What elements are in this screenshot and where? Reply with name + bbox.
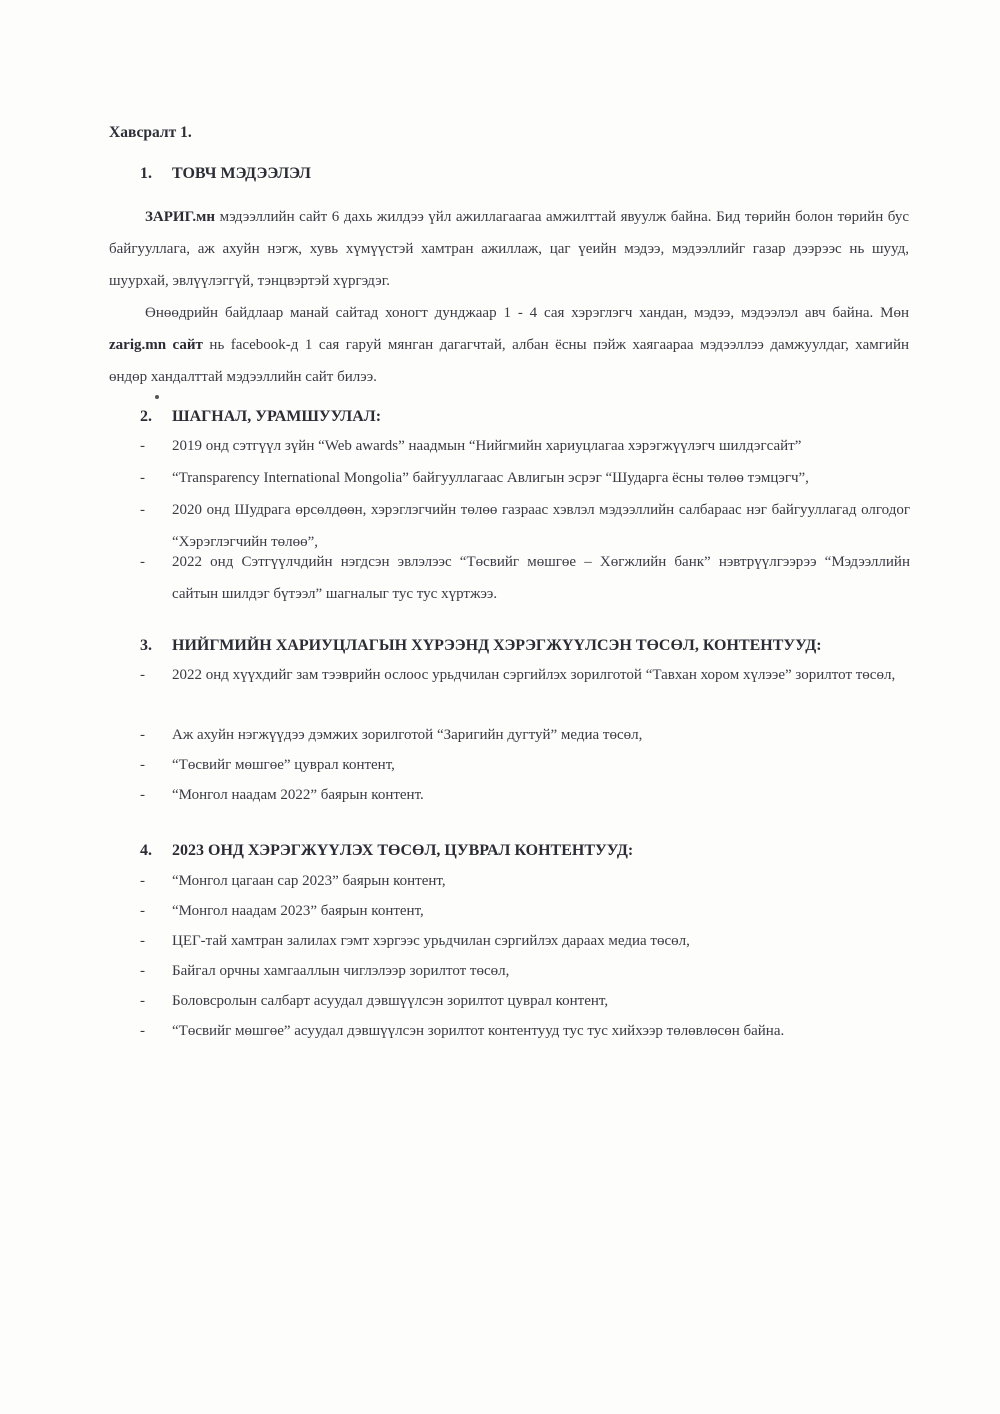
section-2-heading [140, 408, 381, 426]
list-item [140, 895, 910, 927]
list-item [140, 749, 910, 781]
list-item [140, 955, 910, 987]
section-3-heading [140, 637, 822, 655]
list-item [140, 779, 910, 811]
item-text: “Төсвийг мөшгөе” цуврал контент, [172, 757, 395, 773]
item-text: 2020 онд Шудрага өрсөлдөөн, хэрэглэгчийн төлөө газраас хэвлэл мэдээллийн салбараас нэг байгууллагад олгодог “Хэрэглэгчийн төлөө”, [172, 502, 910, 550]
item-text: Аж ахуйн нэгжүүдээ дэмжих зорилготой “Заригийн дугтуй” медиа төсөл, [172, 727, 643, 743]
section-1-heading [140, 165, 311, 183]
dash-bullet: - [140, 554, 145, 570]
item-text: “Монгол наадам 2023” баярын контент, [172, 903, 424, 919]
paragraph-text: нь facebook-д 1 сая гаруй мянган дагагчтай, албан ёсны пэйж хаягаараа мэдээллээ дамжуулдаг, хамгийн өндөр хандалттай мэдээллийн сайт билээ. [109, 337, 909, 385]
list-item [140, 865, 910, 897]
dash-bullet: - [140, 502, 145, 518]
paragraph-2 [109, 297, 909, 393]
item-text: “Монгол цагаан сар 2023” баярын контент, [172, 873, 446, 889]
list-item [140, 430, 910, 462]
item-text: “Монгол наадам 2022” баярын контент. [172, 787, 424, 803]
section-title: ШАГНАЛ, УРАМШУУЛАЛ: [172, 408, 382, 425]
dash-bullet: - [140, 757, 145, 773]
paragraph-1 [109, 201, 909, 297]
section-title: НИЙГМИЙН ХАРИУЦЛАГЫН ХҮРЭЭНД ХЭРЭГЖҮҮЛСЭН ТӨСӨЛ, КОНТЕНТУУД: [172, 637, 822, 654]
dash-bullet: - [140, 787, 145, 803]
section-title: ТОВЧ МЭДЭЭЛЭЛ [172, 165, 311, 182]
dash-bullet: - [140, 667, 145, 683]
item-text: ЦЕГ-тай хамтран залилах гэмт хэргээс урьдчилан сэргийлэх дараах медиа төсөл, [172, 933, 690, 949]
list-item [140, 925, 910, 957]
item-text: 2019 онд сэтгүүл зүйн “Web awards” наадмын “Нийгмийн хариуцлагаа хэрэгжүүлэгч шилдэгсайт” [172, 438, 802, 454]
paragraph-text: Өнөөдрийн байдлаар манай сайтад хоногт дунджаар 1 - 4 сая хэрэглэгч хандан, мэдээ, мэдээлэл авч байна. Мөн [145, 305, 909, 321]
dash-bullet: - [140, 903, 145, 919]
site-name: zarig.mn сайт [109, 337, 203, 353]
list-item [140, 985, 910, 1017]
section-number: 3. [140, 637, 152, 654]
item-text: Байгал орчны хамгааллын чиглэлээр зорилтот төсөл, [172, 963, 510, 979]
item-text: 2022 онд Сэтгүүлчдийн нэгдсэн эвлэлээс “Төсвийг мөшгөе – Хөгжлийн банк” нэвтрүүлгээрээ “Мэдээллийн сайтын шилдэг бүтээл” шагналыг тус тус хүртжээ. [172, 554, 910, 602]
dash-bullet: - [140, 873, 145, 889]
list-item [140, 546, 910, 610]
section-4-heading [140, 842, 633, 860]
annex-title: Хавсралт 1. [109, 124, 192, 141]
list-item [140, 1015, 910, 1047]
section-number: 4. [140, 842, 152, 859]
dash-bullet: - [140, 963, 145, 979]
section-title: 2023 ОНД ХЭРЭГЖҮҮЛЭХ ТӨСӨЛ, ЦУВРАЛ КОНТЕНТУУД: [172, 842, 634, 859]
site-name: ЗАРИГ.мн [145, 209, 216, 225]
stray-dot [155, 395, 159, 399]
dash-bullet: - [140, 438, 145, 454]
paragraph-text: мэдээллийн сайт 6 дахь жилдээ үйл ажиллагаагаа амжилттай явуулж байна. Бид төрийн болон төрийн бус байгууллага, аж ахуйн нэгж, хувь хүмүүстэй хамтран ажиллаж, цаг үеийн мэдээ, мэдээллийг газар дээрээс нь шууд, шуурхай, эвлүүлэггүй, тэнцвэртэй хүргэдэг. [109, 209, 909, 289]
item-text: “Төсвийг мөшгөе” асуудал дэвшүүлсэн зорилтот контентууд тус тус хийхээр төлөвлөсөн байна. [172, 1023, 785, 1039]
section-number: 2. [140, 408, 152, 425]
dash-bullet: - [140, 993, 145, 1009]
dash-bullet: - [140, 470, 145, 486]
list-item [140, 719, 910, 751]
dash-bullet: - [140, 727, 145, 743]
dash-bullet: - [140, 1023, 145, 1039]
list-item [140, 659, 910, 691]
item-text: “Transparency International Mongolia” байгууллагаас Авлигын эсрэг “Шударга ёсны төлөө тэмцэгч”, [172, 470, 809, 486]
item-text: Боловсролын салбарт асуудал дэвшүүлсэн зорилтот цуврал контент, [172, 993, 609, 1009]
item-text: 2022 онд хүүхдийг зам тээврийн ослоос урьдчилан сэргийлэх зорилготой “Тавхан хором хүлээе” зорилтот төсөл, [172, 667, 896, 683]
section-number: 1. [140, 165, 152, 182]
dash-bullet: - [140, 933, 145, 949]
list-item [140, 462, 910, 494]
